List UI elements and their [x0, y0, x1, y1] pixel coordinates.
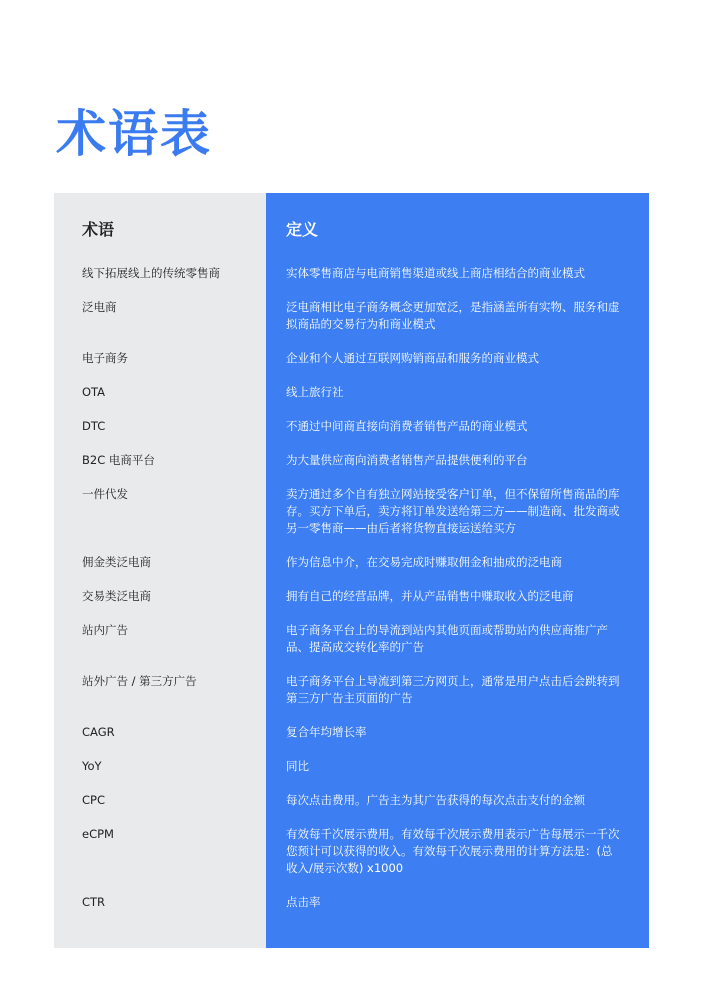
table-row [54, 665, 649, 716]
definition-cell: 作为信息中介，在交易完成时赚取佣金和抽成的泛电商 [286, 555, 562, 569]
definition-cell: 企业和个人通过互联网购销商品和服务的商业模式 [286, 351, 539, 365]
term-cell: YoY [82, 759, 102, 773]
table-row [54, 580, 649, 614]
table-row [54, 614, 649, 665]
definition-cell: 同比 [286, 759, 309, 773]
term-cell: 佣金类泛电商 [82, 555, 151, 569]
term-cell: CTR [82, 895, 106, 909]
table-row [54, 478, 649, 546]
table-row [54, 750, 649, 784]
term-cell: eCPM [82, 827, 114, 841]
term-cell: B2C 电商平台 [82, 453, 155, 467]
definition-cell: 复合年均增长率 [286, 725, 367, 739]
definition-cell: 不通过中间商直接向消费者销售产品的商业模式 [286, 419, 528, 433]
table-row [54, 546, 649, 580]
table-row [54, 376, 649, 410]
term-cell: 一件代发 [82, 487, 128, 501]
definition-cell: 每次点击费用。广告主为其广告获得的每次点击支付的金额 [286, 793, 585, 807]
table-row [54, 886, 649, 920]
table-row [54, 444, 649, 478]
table-row [54, 291, 649, 342]
table-row [54, 257, 649, 291]
definition-cell: 泛电商相比电子商务概念更加宽泛，是指涵盖所有实物、服务和虚拟商品的交易行为和商业模式 [286, 300, 620, 331]
definition-column-header: 定义 [286, 220, 319, 239]
table-row [54, 818, 649, 886]
term-cell: 站内广告 [82, 623, 128, 637]
term-cell: OTA [82, 385, 106, 399]
term-cell: 站外广告 / 第三方广告 [82, 674, 197, 688]
term-cell: DTC [82, 419, 106, 433]
table-row [54, 716, 649, 750]
definition-cell: 有效每千次展示费用。有效每千次展示费用表示广告每展示一千次您预计可以获得的收入。有效每千次展示费用的计算方法是：(总收入/展示次数) x1000 [286, 827, 620, 875]
definition-cell: 线上旅行社 [286, 385, 344, 399]
term-cell: 交易类泛电商 [82, 589, 151, 603]
definition-cell: 卖方通过多个自有独立网站接受客户订单，但不保留所售商品的库存。买方下单后，卖方将订单发送给第三方——制造商、批发商或另一零售商——由后者将货物直接运送给买方 [286, 487, 620, 535]
definition-cell: 电子商务平台上导流到第三方网页上，通常是用户点击后会跳转到第三方广告主页面的广告 [286, 674, 620, 705]
definition-cell: 拥有自己的经营品牌，并从产品销售中赚取收入的泛电商 [286, 589, 574, 603]
table-row [54, 410, 649, 444]
definition-cell: 为大量供应商向消费者销售产品提供便利的平台 [286, 453, 528, 467]
term-cell: 线下拓展线上的传统零售商 [82, 266, 220, 280]
table-row [54, 784, 649, 818]
term-column-header: 术语 [82, 220, 115, 239]
table-row [54, 342, 649, 376]
definition-cell: 电子商务平台上的导流到站内其他页面或帮助站内供应商推广产品、提高成交转化率的广告 [286, 623, 608, 654]
table-header [54, 193, 649, 257]
definition-cell: 实体零售商店与电商销售渠道或线上商店相结合的商业模式 [286, 266, 585, 280]
term-cell: 泛电商 [82, 300, 117, 314]
term-cell: 电子商务 [82, 351, 128, 365]
term-cell: CPC [82, 793, 105, 807]
page-title: 术语表 [56, 105, 212, 163]
term-cell: CAGR [82, 725, 115, 739]
glossary-table [54, 193, 649, 948]
definition-cell: 点击率 [286, 895, 321, 909]
